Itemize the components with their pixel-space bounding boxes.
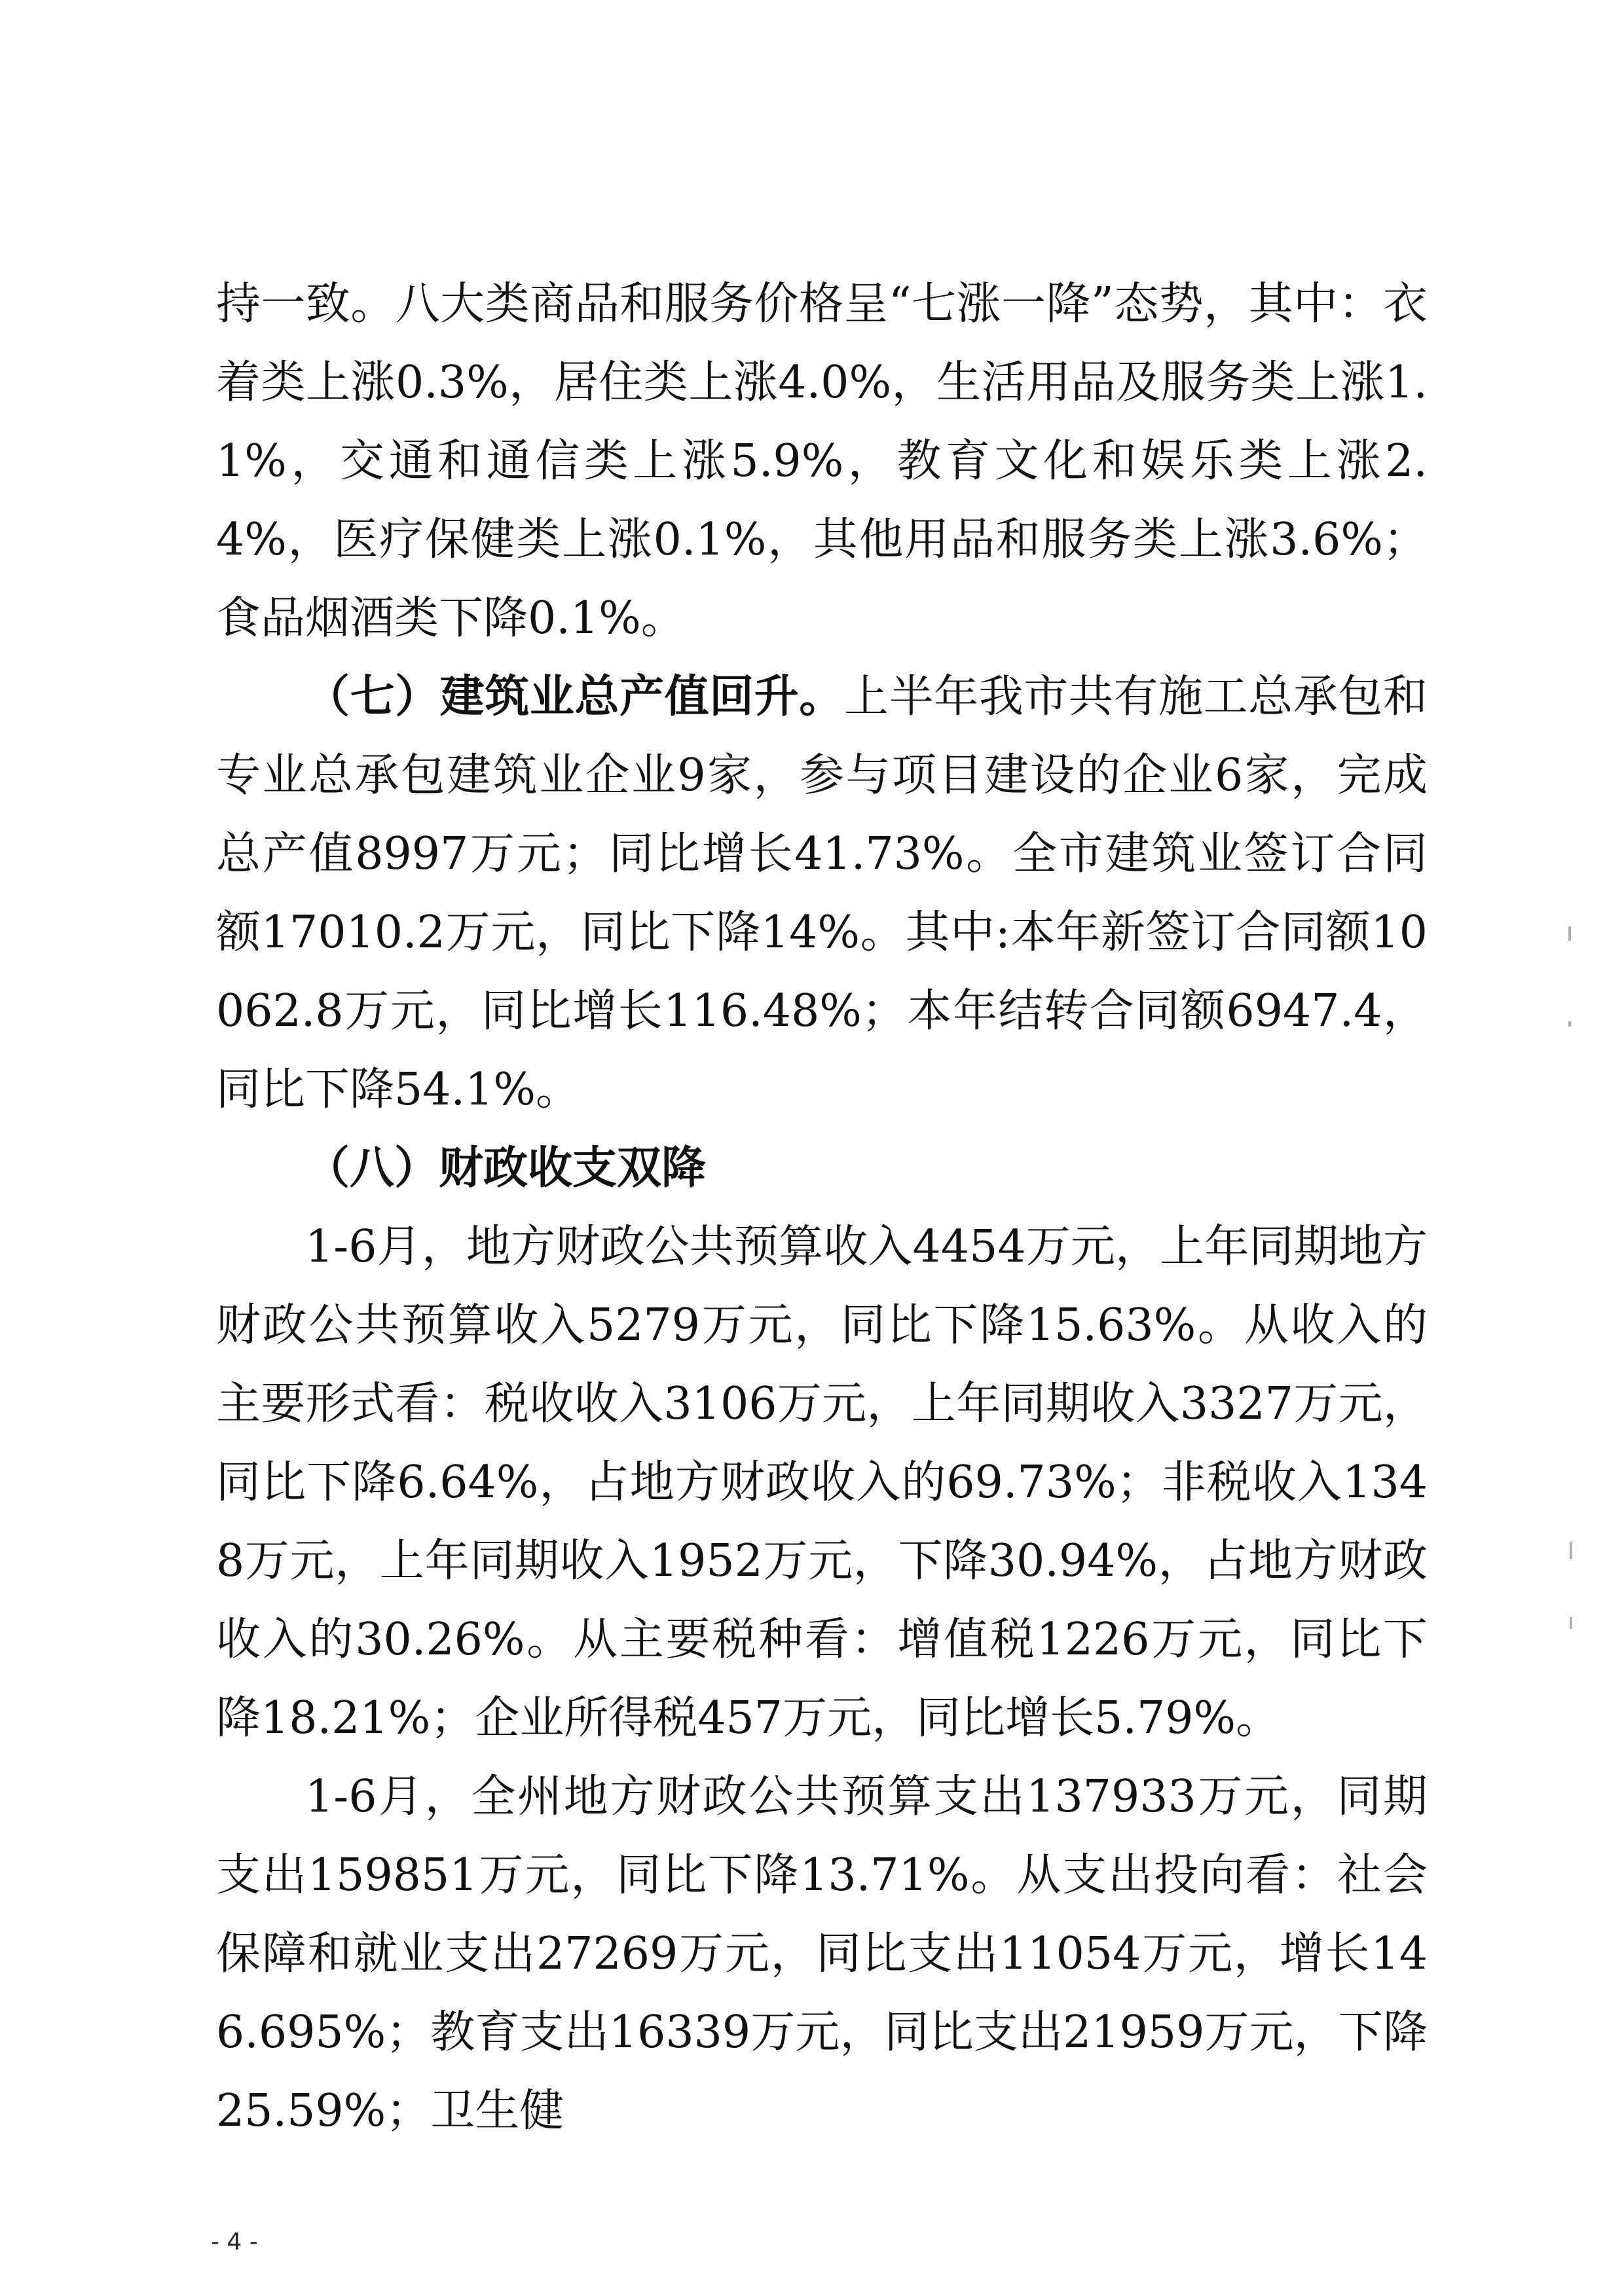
paragraph-text: 1-6月，地方财政公共预算收入4454万元，上年同期地方财政公共预算收入5279万元，同比下降15.63%。从收入的主要形式看：税收收入3106万元，上年同期收入3327万元，同比下降6.64%，占地方财政收入的69.73%；非税收入1348万元，上年同期收入1952万元，下降30.94%，占地方财政收入的30.26%。从主要税种看：增值税1226万元，同比下降18.21%；企业所得税457万元，同比增长5.79%。 xyxy=(216,1221,1428,1744)
paragraph-expenditure xyxy=(216,1758,1428,2151)
scan-mark xyxy=(1568,1021,1571,1027)
scan-mark xyxy=(1570,1617,1572,1629)
scan-mark xyxy=(1568,926,1571,941)
scan-mark xyxy=(1570,1542,1572,1559)
section-heading-finance: （八）财政收支双降 xyxy=(305,1142,707,1194)
paragraph-text: 持一致。八大类商品和服务价格呈“七涨一降”态势，其中：衣着类上涨0.3%，居住类上涨4.0%，生活用品及服务类上涨1.1%，交通和通信类上涨5.9%，教育文化和娱乐类上涨2.4%，医疗保健类上涨0.1%，其他用品和服务类上涨3.6%；食品烟酒类下降0.1%。 xyxy=(216,278,1428,644)
page-number: - 4 - xyxy=(211,2229,258,2255)
paragraph-revenue xyxy=(216,1208,1428,1758)
document-body xyxy=(216,265,1428,2151)
paragraph-cpi-continued xyxy=(216,265,1428,658)
paragraph-construction xyxy=(216,658,1428,1129)
paragraph-text: 上半年我市共有施工总承包和专业总承包建筑业企业9家，参与项目建设的企业6家，完成总产值8997万元；同比增长41.73%。全市建筑业签订合同额17010.2万元，同比下降14%。其中:本年新签订合同额10062.8万元，同比增长116.48%；本年结转合同额6947.4，同比下降54.1%。 xyxy=(216,671,1428,1116)
section-heading-construction: （七）建筑业总产值回升。 xyxy=(305,671,844,723)
paragraph-text: 1-6月，全州地方财政公共预算支出137933万元，同期支出159851万元，同比下降13.71%。从支出投向看：社会保障和就业支出27269万元，同比支出11054万元，增长146.695%；教育支出16339万元，同比支出21959万元，下降25.59%；卫生健 xyxy=(216,1771,1428,2137)
